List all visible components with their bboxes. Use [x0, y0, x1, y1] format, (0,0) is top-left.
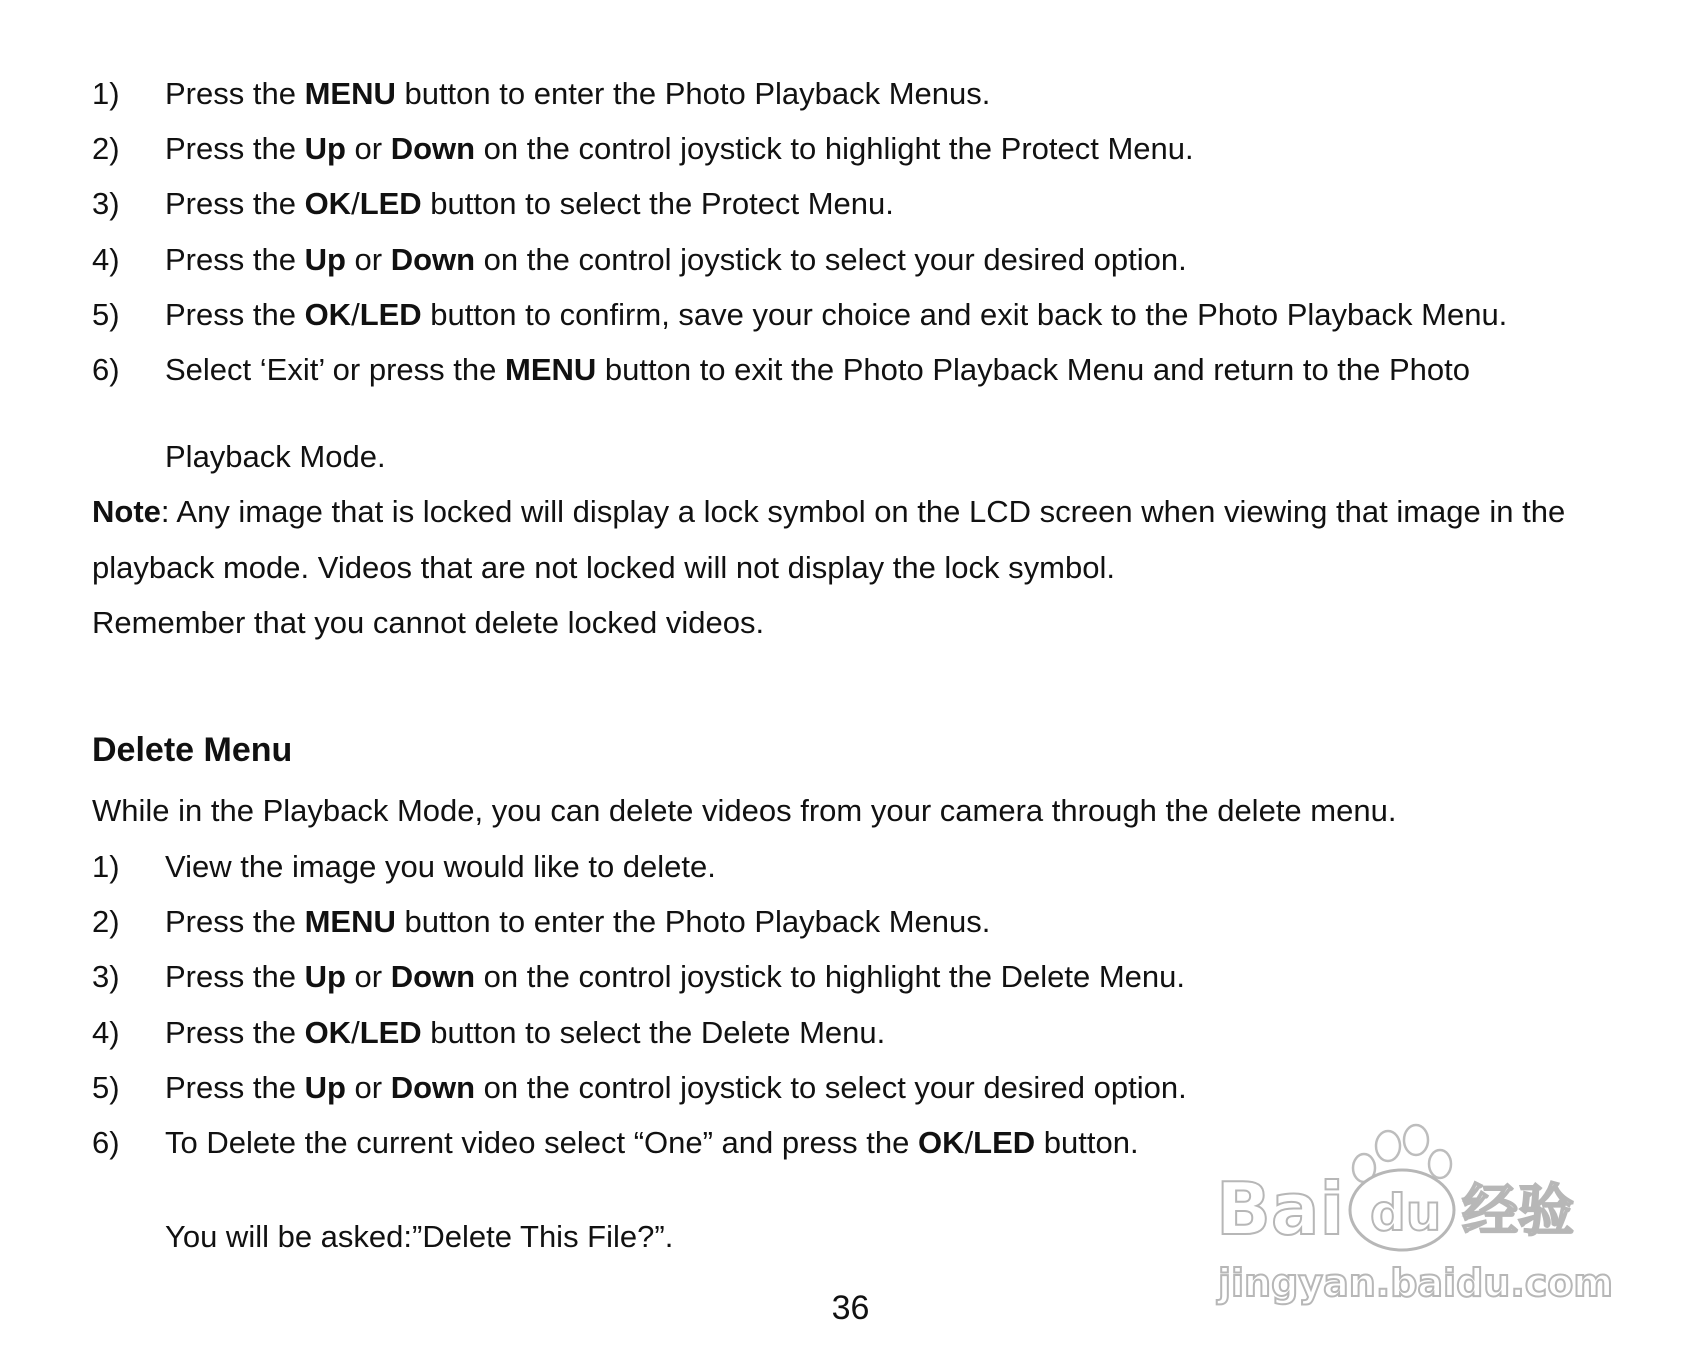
step-number: 2) — [92, 904, 120, 939]
step-text — [165, 184, 894, 224]
step-text-run: on the control joystick to highlight the Delete Menu. — [475, 959, 1186, 994]
step-number: 3) — [92, 959, 120, 994]
step-text-run: To Delete the current video select “One” and press the — [165, 1125, 919, 1160]
step-text-run: / — [351, 1015, 360, 1050]
step-text-run: / — [351, 297, 360, 332]
step-text-run: Press the — [165, 1015, 305, 1050]
step-text-run: on the control joystick to highlight the Protect Menu. — [475, 131, 1194, 166]
step-keyword: MENU — [505, 352, 597, 387]
step-number: 5) — [92, 297, 120, 332]
step-text-run: Press the — [165, 76, 305, 111]
step-text-run: or — [345, 959, 391, 994]
step-number: 4) — [92, 242, 120, 277]
step-text-run: Press the — [165, 242, 305, 277]
step-text-run: / — [351, 186, 360, 221]
step-text — [165, 957, 1185, 997]
manual-page: 1) Press the MENU button to enter the Photo Playback Menus. 2) Press the Up or Down on the control joystick to highlight the Protect Menu. 3) Press the OK/LED button to select the Protect Menu. 4) Press the Up or Down on the control joystick to select your desired option. 5) Press the OK/LED button to confirm, save your choice and exit back to the Photo Playback Menu. 6) Select ‘Exit’ or press the MENU button to exit the Photo Playback Menu and return to the Photo Playback Mode. Note: Any image that is locked will display a lock symbol on the LCD screen when viewing that image in the playback mode. Videos that are not locked will not display the lock symbol. Remember that you cannot delete locked videos. Delete Menu While in the Playback Mode, you can delete videos from your camera through the delete menu. 1) View the image you would like to delete. 2) Press the MENU button to enter the Photo Playback Menus. 3) Press the Up or Down on the control joystick to highlight the Delete Menu. 4) Press the OK/LED button to select the Delete Menu. 5) Press the Up or Down on the control joystick to select your desired option. 6) To Delete the current video select “One” and press the OK/LED button. You will be asked:”Delete This File?”. 36 Bai du 经验 jingyan.baidu.com — [0, 0, 1701, 1361]
step-text — [165, 1123, 1139, 1163]
step-text — [165, 240, 1187, 280]
step-keyword: Up — [304, 131, 346, 166]
step-keyword: OK — [304, 1015, 352, 1050]
step-number: 2) — [92, 131, 120, 166]
step-keyword: Up — [304, 959, 346, 994]
step-text — [165, 129, 1194, 169]
step-text-run: button to enter the Photo Playback Menus. — [395, 904, 991, 939]
step-text-run: button to confirm, save your choice and exit back to the Photo Playback Menu. — [421, 297, 1508, 332]
watermark-url: jingyan.baidu.com — [1218, 1261, 1613, 1305]
watermark-cjk: 经验 — [1462, 1179, 1574, 1244]
step-number: 5) — [92, 1070, 120, 1105]
step-text — [165, 902, 990, 942]
step-text-run: button to select the Protect Menu. — [421, 186, 894, 221]
step-keyword: Down — [390, 1070, 476, 1105]
svg-text:du: du — [1370, 1184, 1442, 1242]
step-keyword: Up — [304, 1070, 346, 1105]
step-text-run: Select ‘Exit’ or press the — [165, 352, 505, 387]
step-text-run: or — [345, 1070, 391, 1105]
page-number: 36 — [831, 1289, 870, 1327]
step-number: 1) — [92, 76, 120, 111]
watermark-du-badge — [1350, 1170, 1454, 1250]
step-text-run: Press the — [165, 297, 305, 332]
step-text-run: Press the — [165, 1070, 305, 1105]
step-keyword: OK — [304, 186, 352, 221]
step-keyword: Up — [304, 242, 346, 277]
watermark-brand: Bai — [1216, 1167, 1345, 1251]
step-keyword: Down — [390, 959, 476, 994]
step-number: 6) — [92, 352, 120, 387]
step-keyword: Down — [390, 242, 476, 277]
step-text-run: button. — [1035, 1125, 1139, 1160]
step-text-run: button to select the Delete Menu. — [421, 1015, 886, 1050]
step-text — [165, 295, 1507, 335]
step-number: 3) — [92, 186, 120, 221]
step-keyword: OK — [918, 1125, 965, 1160]
step-text — [165, 1068, 1187, 1108]
step-keyword: MENU — [304, 904, 396, 939]
step-keyword: MENU — [304, 76, 396, 111]
step-text-run: or — [345, 131, 391, 166]
step-text-run: / — [964, 1125, 974, 1160]
step-number: 4) — [92, 1015, 120, 1050]
step-text-run: on the control joystick to select your desired option. — [475, 1070, 1187, 1105]
step-number: 1) — [92, 849, 120, 884]
step-keyword: LED — [973, 1125, 1036, 1160]
note-text-3: Remember that you cannot delete locked videos. — [92, 605, 765, 640]
step-keyword: Down — [390, 131, 476, 166]
step-text-run: Press the — [165, 959, 305, 994]
baidu-jingyan-watermark — [1212, 1118, 1620, 1318]
step-text — [165, 1013, 885, 1053]
note-label: Note — [92, 494, 161, 529]
step-number: 6) — [92, 1125, 120, 1160]
step-keyword: LED — [359, 1015, 422, 1050]
step-text-run: Press the — [165, 186, 305, 221]
step-text — [165, 350, 1470, 390]
step-text-run: View the image you would like to delete. — [165, 849, 716, 884]
step-text — [165, 847, 716, 887]
step-text-run: or — [345, 242, 391, 277]
note-text-1: : Any image that is locked will display a lock symbol on the LCD screen when viewing that image in the — [160, 494, 1566, 529]
step-text-run: on the control joystick to select your desired option. — [475, 242, 1187, 277]
step-keyword: LED — [359, 186, 422, 221]
step-text-run: button to exit the Photo Playback Menu and return to the Photo — [596, 352, 1471, 387]
step-text-run: button to enter the Photo Playback Menus. — [395, 76, 991, 111]
step-text-run: Press the — [165, 131, 305, 166]
step-text-run: Press the — [165, 904, 305, 939]
note-text-2: playback mode. Videos that are not locked will not display the lock symbol. — [92, 550, 1115, 585]
step-keyword: LED — [359, 297, 422, 332]
step-keyword: OK — [304, 297, 352, 332]
step-text — [165, 74, 990, 114]
